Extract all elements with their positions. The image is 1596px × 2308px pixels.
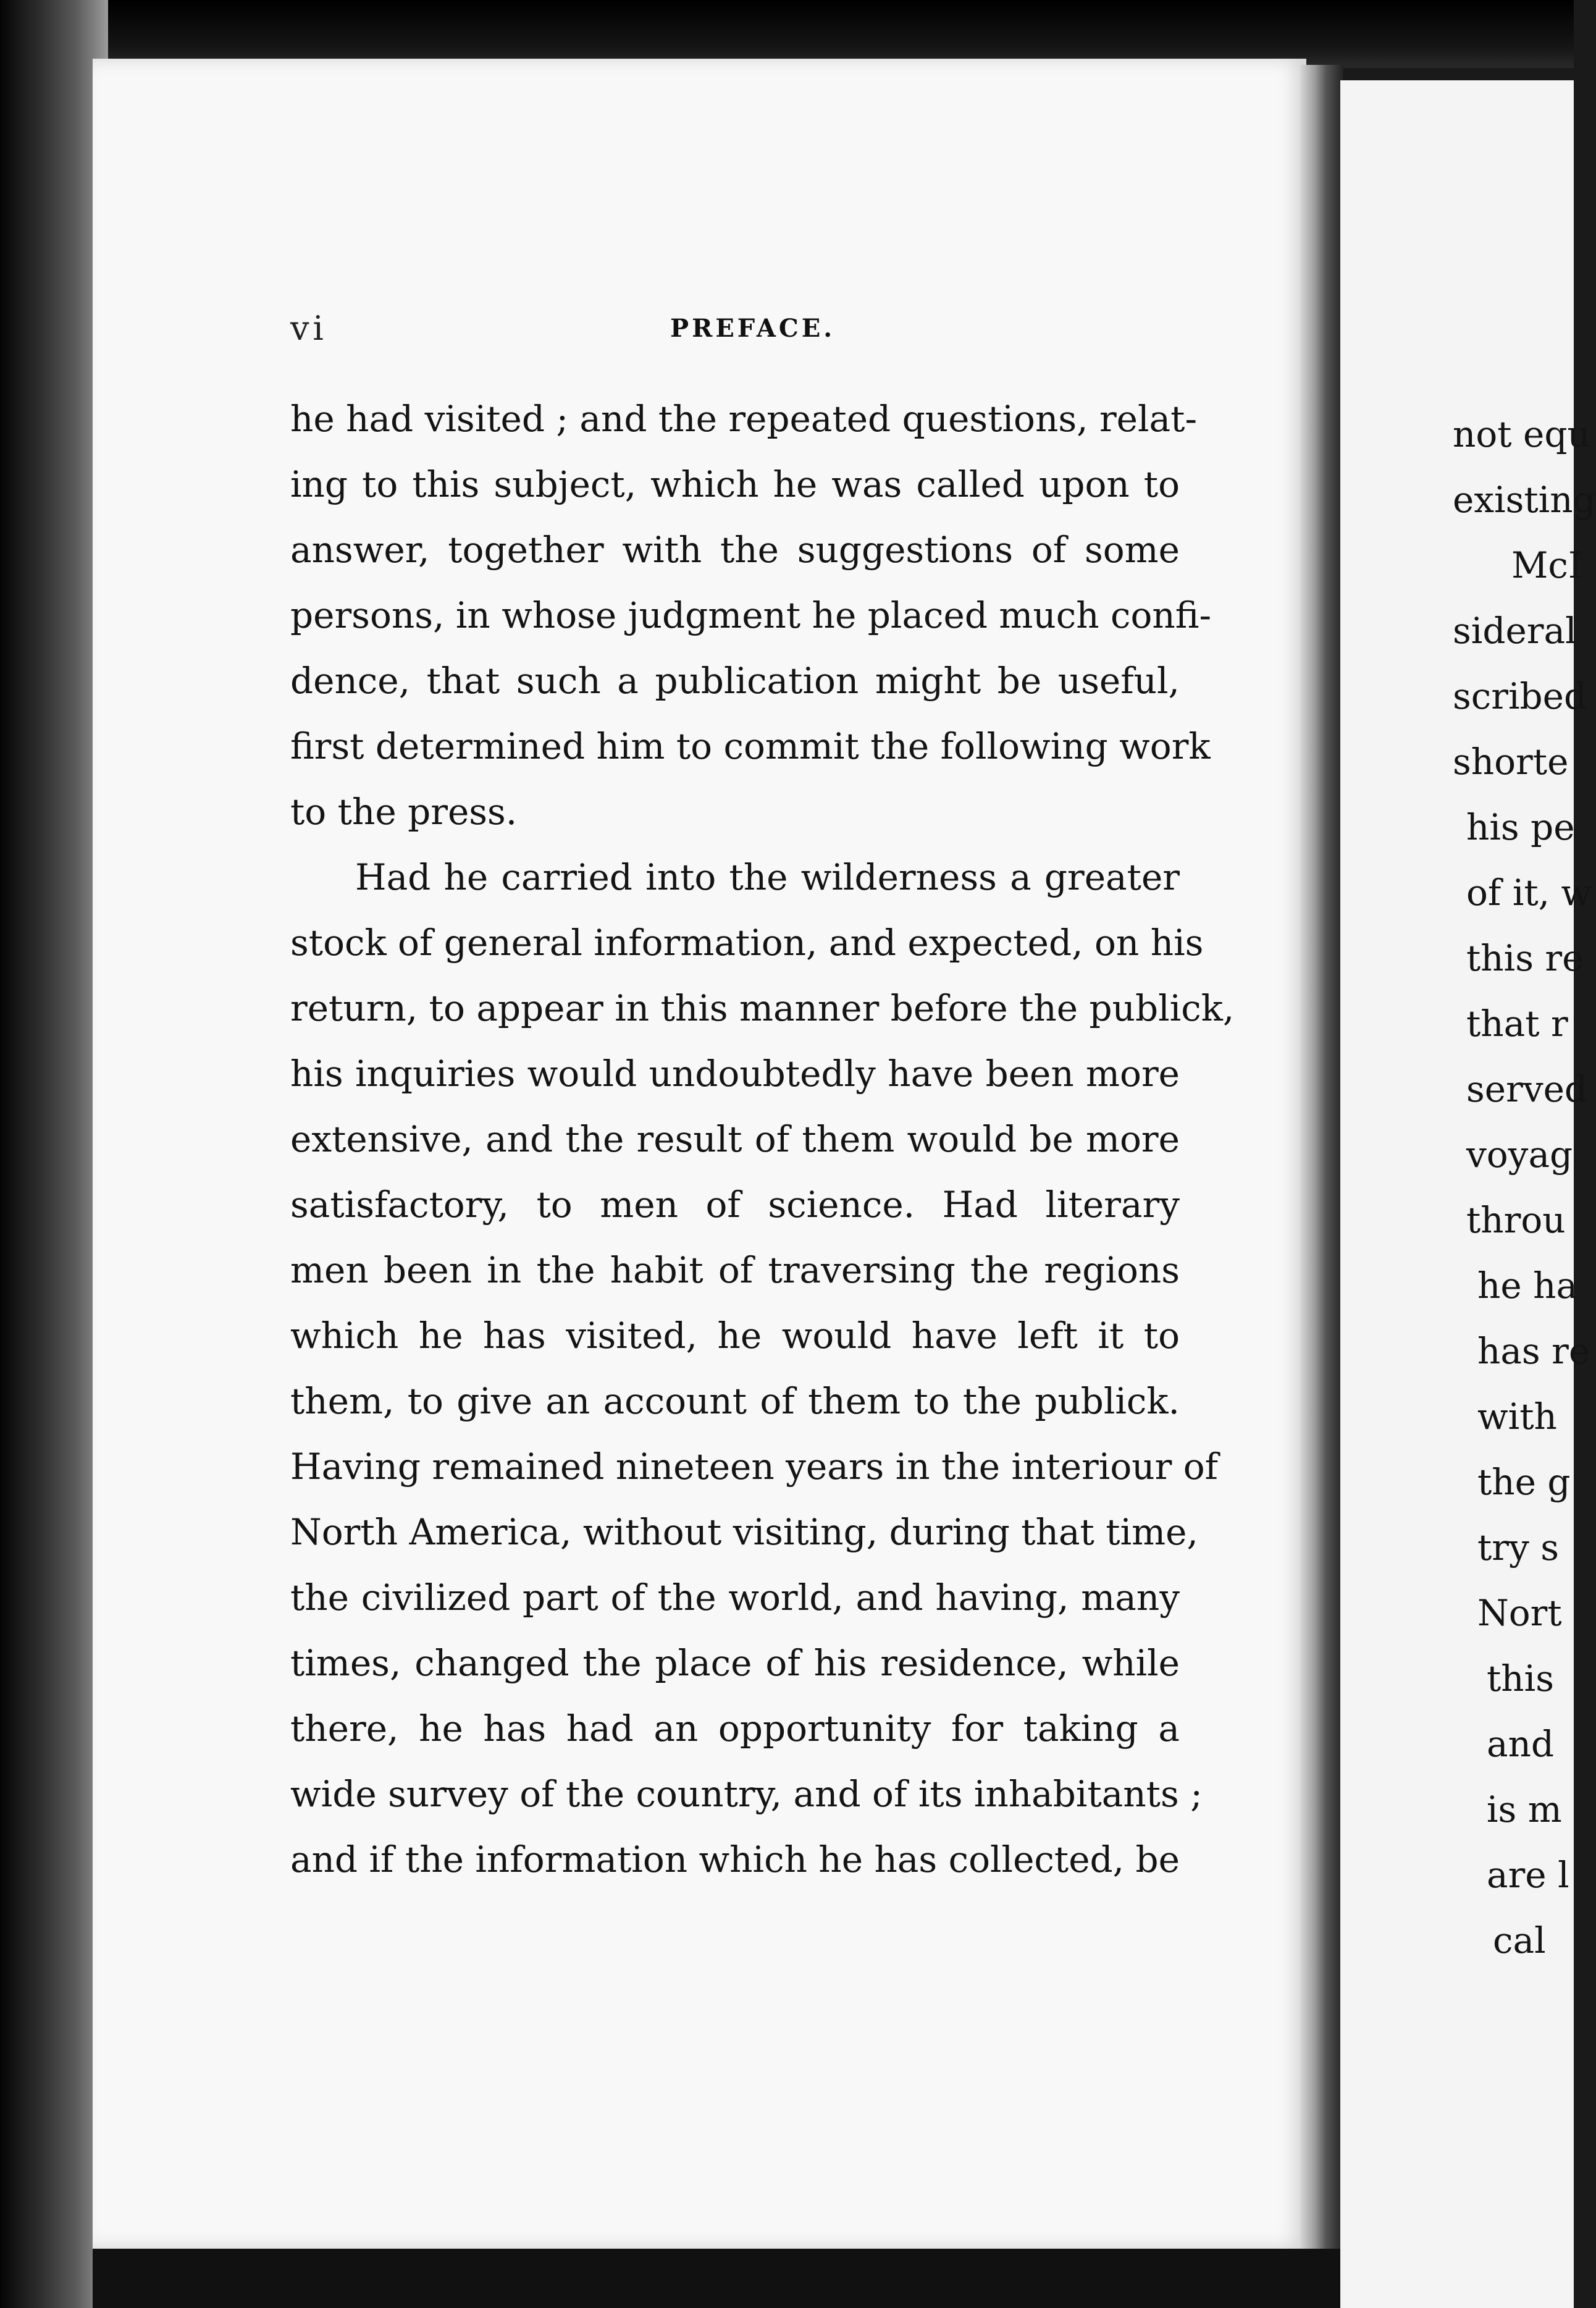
text-line: return, to appear in this manner before the publick, [290,987,1235,1029]
text-line: cal [1493,1919,1546,1961]
text-line: times, changed the place of his residence, while [290,1642,1180,1684]
text-line: ing to this subject, which he was called upon to [290,463,1180,505]
text-line: dence, that such a publication might be useful, [290,660,1180,702]
text-line: that r [1466,1003,1568,1045]
scan-background-top [0,0,1574,68]
text-line: Nort [1477,1592,1562,1634]
body-text [290,386,1235,1892]
text-line: and [1487,1723,1555,1765]
text-line: answer, together with the suggestions of some [290,529,1180,571]
book-left-edge [0,0,108,2308]
book-gutter [1300,65,1343,2264]
text-line: wide survey of the country, and of its inhabitants ; [290,1773,1203,1815]
text-line: Had he carried into the wilderness a greater [355,856,1180,898]
text-line: try s [1477,1527,1560,1569]
text-line: them, to give an account of them to the publick. [290,1380,1180,1422]
text-line: Having remained nineteen years in the interiour of [290,1446,1219,1488]
text-line: which he has visited, he would have left it to [290,1315,1180,1357]
page-number: vi [290,309,327,348]
text-line: his inquiries would undoubtedly have been more [290,1053,1180,1095]
text-line: throu [1466,1199,1566,1241]
text-line: there, he has had an opportunity for taking a [290,1708,1180,1750]
text-line: shorte [1453,741,1569,783]
text-line: existing [1453,479,1596,521]
right-page-text [1453,402,1596,1973]
text-line: first determined him to commit the following work [290,725,1211,767]
text-line: the civilized part of the world, and having, many [290,1577,1180,1619]
page-header [290,303,1180,358]
text-line: is m [1487,1788,1562,1830]
text-line: sideral [1453,610,1577,652]
text-line: he ha [1477,1265,1578,1307]
text-line: and if the information which he has collected, be [290,1838,1180,1881]
text-line: voyag [1466,1134,1573,1176]
text-line: North America, without visiting, during that time, [290,1511,1198,1553]
text-line: McI [1511,544,1582,586]
text-line: to the press. [290,791,518,833]
text-line: scribed [1453,675,1587,717]
text-line: stock of general information, and expected, on his [290,922,1204,964]
text-line: the g [1477,1461,1571,1503]
text-line: served [1466,1068,1588,1110]
scan-background-bottom [93,2249,1340,2308]
text-line: extensive, and the result of them would be more [290,1118,1180,1160]
text-line: are l [1487,1854,1569,1896]
running-head: PREFACE. [670,314,836,343]
text-line: has re [1477,1330,1590,1372]
text-line: men been in the habit of traversing the regions [290,1249,1180,1291]
text-line: this re [1466,937,1584,979]
text-line: this [1487,1657,1554,1699]
text-line: of it, w [1466,872,1592,914]
text-line: not equ [1453,413,1590,455]
text-line: persons, in whose judgment he placed much confi- [290,594,1212,636]
text-line: satisfactory, to men of science. Had literary [290,1184,1180,1226]
text-line: his pe [1466,806,1575,848]
text-line: with [1477,1396,1557,1438]
text-line: he had visited ; and the repeated questions, relat- [290,398,1198,440]
